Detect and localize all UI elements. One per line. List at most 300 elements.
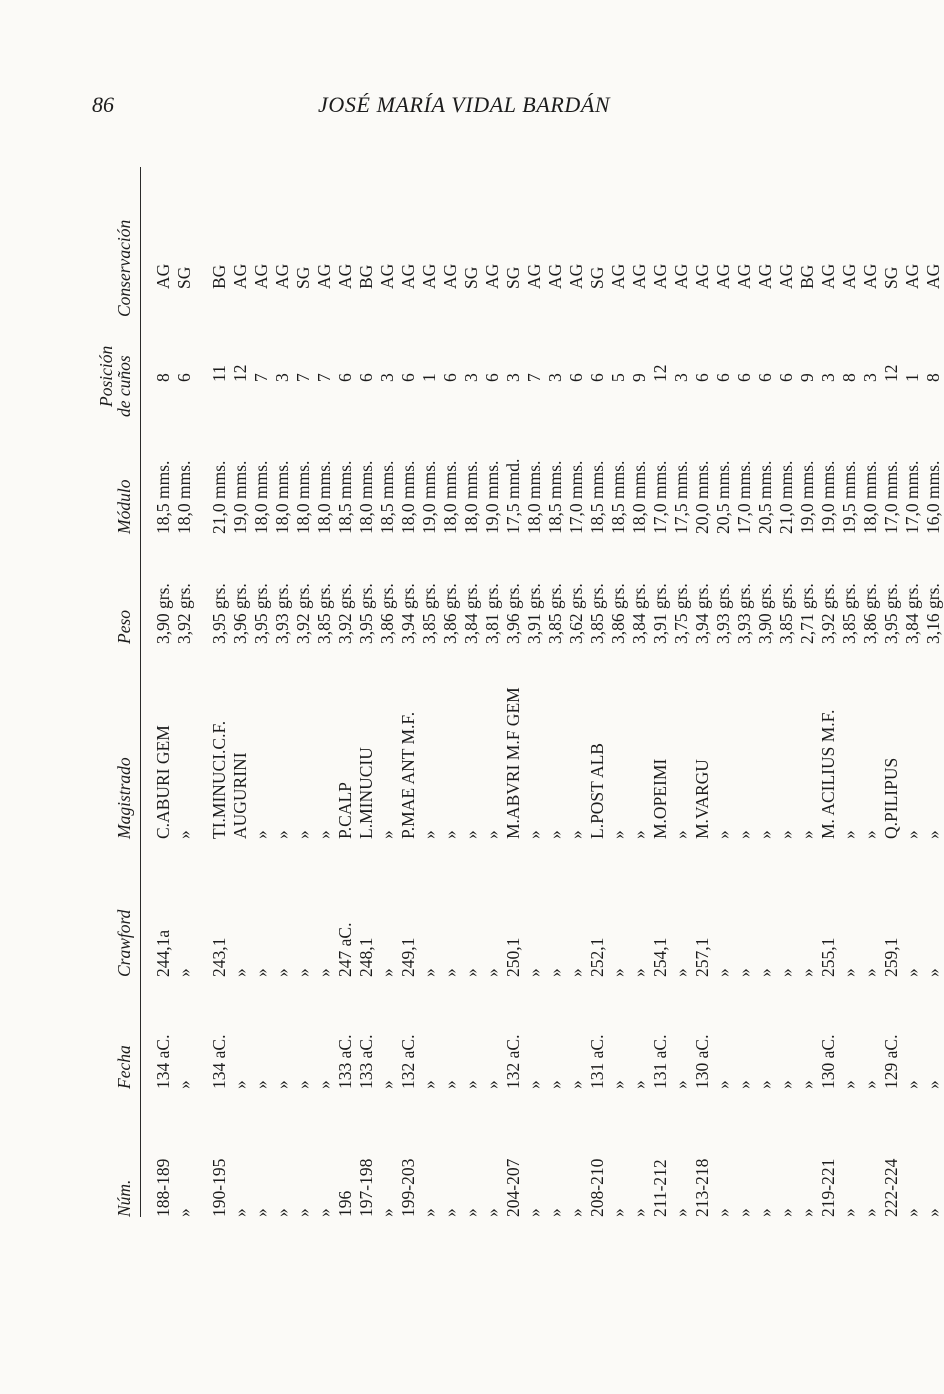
cell-modulo: 16,0 mms. [923,460,943,534]
cell-peso: 3,92 grs. [818,583,838,644]
cell-crawford: » [902,968,922,977]
cell-num: » [230,1208,250,1217]
cell-conservacion: AG [755,263,775,289]
cell-fecha: » [314,1080,334,1089]
cell-num: » [839,1208,859,1217]
cell-num: » [629,1208,649,1217]
cell-magistrado: » [755,830,775,839]
cell-posicion: 6 [174,373,194,382]
table-row [482,167,503,1217]
cell-num: 197-198 [356,1158,376,1217]
cell-peso: 3,84 grs. [902,583,922,644]
cell-magistrado: » [860,830,880,839]
cell-num: » [902,1208,922,1217]
cell-fecha: » [461,1080,481,1089]
cell-fecha: 134 aC. [153,1034,173,1089]
cell-conservacion: BG [356,264,376,289]
cell-conservacion: AG [230,263,250,289]
cell-modulo: 19,5 mms. [839,460,859,534]
cell-peso: 3,85 grs. [587,583,607,644]
cell-posicion: 3 [671,373,691,382]
cell-num: » [461,1208,481,1217]
cell-modulo: 18,5 mms. [608,460,628,534]
cell-crawford: 243,1 [209,937,229,977]
cell-conservacion: AG [860,263,880,289]
cell-crawford: » [461,968,481,977]
cell-crawford: » [629,968,649,977]
cell-peso: 3,85 grs. [776,583,796,644]
cell-fecha: » [713,1080,733,1089]
cell-posicion: 6 [335,373,355,382]
cell-magistrado: » [902,830,922,839]
cell-crawford: 259,1 [881,937,901,977]
cell-crawford: 248,1 [356,937,376,977]
table-row [174,167,195,1217]
cell-num: » [314,1208,334,1217]
cell-conservacion: SG [293,266,313,289]
cell-peso: 3,95 grs. [251,583,271,644]
cell-magistrado: » [174,830,194,839]
cell-conservacion: AG [335,263,355,289]
table-row [356,167,377,1217]
table-row [524,167,545,1217]
cell-conservacion: AG [671,263,691,289]
table-row [335,167,356,1217]
table-row [734,167,755,1217]
cell-magistrado: TI.MINUCI.C.F. [209,720,229,839]
cell-modulo: 18,0 mms. [860,460,880,534]
cell-num: » [734,1208,754,1217]
table-row [692,167,713,1217]
cell-posicion: 12 [650,364,670,382]
header-peso: Peso [114,609,134,644]
header-fecha: Fecha [114,1045,134,1089]
table-row [881,167,902,1217]
cell-modulo: 18,0 mms. [293,460,313,534]
cell-peso: 3,81 grs. [482,583,502,644]
cell-magistrado: P.MAE ANT M.F. [398,711,418,839]
cell-conservacion: AG [419,263,439,289]
cell-modulo: 18,0 mms. [272,460,292,534]
cell-magistrado: » [545,830,565,839]
cell-modulo: 17,0 mms. [902,460,922,534]
cell-fecha: 130 aC. [692,1034,712,1089]
cell-posicion: 7 [524,373,544,382]
cell-conservacion: AG [713,263,733,289]
cell-fecha: 131 aC. [587,1034,607,1089]
cell-peso: 3,84 grs. [461,583,481,644]
cell-num: » [755,1208,775,1217]
cell-conservacion: SG [461,266,481,289]
table-row [650,167,671,1217]
cell-crawford: » [440,968,460,977]
cell-fecha: » [608,1080,628,1089]
cell-peso: 2,71 grs. [797,583,817,644]
cell-fecha: » [251,1080,271,1089]
cell-posicion: 6 [755,373,775,382]
cell-modulo: 18,5 mms. [587,460,607,534]
cell-fecha: » [755,1080,775,1089]
table-row [209,167,230,1217]
cell-magistrado: » [608,830,628,839]
cell-crawford: » [419,968,439,977]
cell-posicion: 6 [398,373,418,382]
cell-posicion: 6 [440,373,460,382]
cell-num: » [482,1208,502,1217]
cell-magistrado: » [482,830,502,839]
cell-magistrado: » [923,830,943,839]
cell-num: » [776,1208,796,1217]
cell-conservacion: AG [566,263,586,289]
cell-conservacion: AG [314,263,334,289]
cell-modulo: 20,5 mms. [755,460,775,534]
cell-magistrado: » [524,830,544,839]
cell-posicion: 9 [797,373,817,382]
group-gap [195,167,209,1217]
cell-num: » [566,1208,586,1217]
cell-magistrado: L.MINUCIU [356,747,376,839]
cell-conservacion: AG [251,263,271,289]
cell-num: 199-203 [398,1158,418,1217]
cell-modulo: 21,0 mms. [776,460,796,534]
header-rule [140,167,141,1217]
cell-peso: 3,94 grs. [398,583,418,644]
cell-fecha: 133 aC. [356,1034,376,1089]
cell-peso: 3,85 grs. [839,583,859,644]
table-row [713,167,734,1217]
cell-fecha: » [440,1080,460,1089]
cell-num: 222-224 [881,1158,901,1217]
cell-fecha: » [377,1080,397,1089]
cell-magistrado: Q.PILIPUS [881,757,901,839]
cell-modulo: 17,5 mmd. [503,458,523,534]
table-row [860,167,881,1217]
cell-posicion: 9 [629,373,649,382]
cell-crawford: » [776,968,796,977]
cell-peso: 3,85 grs. [419,583,439,644]
cell-posicion: 6 [734,373,754,382]
cell-modulo: 18,5 mms. [545,460,565,534]
cell-modulo: 19,0 mms. [419,460,439,534]
cell-num: » [293,1208,313,1217]
header-modulo: Módulo [114,479,134,534]
cell-num: 208-210 [587,1158,607,1217]
cell-magistrado: » [797,830,817,839]
cell-num: » [251,1208,271,1217]
cell-magistrado: » [251,830,271,839]
cell-posicion: 11 [209,365,229,382]
page-number: 86 [92,92,114,117]
table-row [503,167,524,1217]
cell-magistrado: » [272,830,292,839]
cell-posicion: 3 [272,373,292,382]
cell-modulo: 18,0 mms. [174,460,194,534]
cell-peso: 3,90 grs. [153,583,173,644]
table-row [377,167,398,1217]
table-row [776,167,797,1217]
table-row [587,167,608,1217]
cell-posicion: 3 [503,373,523,382]
cell-crawford: » [377,968,397,977]
cell-magistrado: L.POST ALB [587,743,607,839]
cell-conservacion: AG [692,263,712,289]
cell-crawford: » [860,968,880,977]
table-row [440,167,461,1217]
cell-num: 219-221 [818,1158,838,1217]
table-row [755,167,776,1217]
cell-num: 188-189 [153,1158,173,1217]
cell-fecha: » [923,1080,943,1089]
cell-peso: 3,96 grs. [503,583,523,644]
cell-modulo: 18,0 mms. [314,460,334,534]
cell-conservacion: SG [174,266,194,289]
cell-num: » [608,1208,628,1217]
cell-crawford: » [755,968,775,977]
cell-fecha: » [293,1080,313,1089]
cell-posicion: 3 [377,373,397,382]
cell-peso: 3,93 grs. [734,583,754,644]
cell-posicion: 6 [776,373,796,382]
header-num: Núm. [114,1179,134,1217]
cell-num: » [713,1208,733,1217]
table-row [461,167,482,1217]
cell-magistrado: » [839,830,859,839]
cell-magistrado: » [377,830,397,839]
cell-magistrado: » [776,830,796,839]
cell-crawford: » [713,968,733,977]
cell-peso: 3,90 grs. [755,583,775,644]
cell-crawford: » [734,968,754,977]
cell-crawford: » [174,968,194,977]
cell-posicion: 3 [545,373,565,382]
cell-num: 190-195 [209,1158,229,1217]
cell-peso: 3,95 grs. [209,583,229,644]
cell-num: » [797,1208,817,1217]
cell-magistrado: M.OPEIMI [650,758,670,839]
cell-posicion: 7 [314,373,334,382]
cell-peso: 3,86 grs. [377,583,397,644]
table-row [839,167,860,1217]
cell-magistrado: » [713,830,733,839]
cell-modulo: 19,0 mms. [230,460,250,534]
cell-conservacion: AG [923,263,943,289]
cell-magistrado: » [314,830,334,839]
cell-crawford: 249,1 [398,937,418,977]
cell-modulo: 18,0 mms. [251,460,271,534]
table-row [608,167,629,1217]
cell-crawford: » [293,968,313,977]
cell-crawford: 255,1 [818,937,838,977]
cell-crawford: » [524,968,544,977]
cell-num: » [419,1208,439,1217]
cell-modulo: 18,5 mms. [153,460,173,534]
cell-magistrado: » [629,830,649,839]
cell-posicion: 6 [587,373,607,382]
cell-crawford: 254,1 [650,937,670,977]
cell-magistrado: » [734,830,754,839]
cell-modulo: 17,0 mms. [881,460,901,534]
table-row [797,167,818,1217]
cell-conservacion: AG [839,263,859,289]
cell-magistrado: » [461,830,481,839]
cell-crawford: 247 aC. [335,922,355,977]
cell-peso: 3,92 grs. [293,583,313,644]
cell-conservacion: AG [524,263,544,289]
table-row [629,167,650,1217]
cell-fecha: » [566,1080,586,1089]
cell-fecha: 134 aC. [209,1034,229,1089]
cell-num: » [272,1208,292,1217]
cell-num: » [860,1208,880,1217]
cell-modulo: 17,0 mms. [650,460,670,534]
cell-crawford: » [251,968,271,977]
table-row [545,167,566,1217]
cell-fecha: » [776,1080,796,1089]
cell-fecha: 132 aC. [503,1034,523,1089]
cell-fecha: » [230,1080,250,1089]
cell-modulo: 17,5 mms. [671,460,691,534]
cell-modulo: 18,0 mms. [398,460,418,534]
cell-posicion: 1 [419,373,439,382]
cell-peso: 3,91 grs. [650,583,670,644]
cell-crawford: » [272,968,292,977]
cell-posicion: 3 [818,373,838,382]
cell-crawford: 257,1 [692,937,712,977]
table-header [96,167,136,1217]
cell-posicion: 6 [356,373,376,382]
cell-crawford: » [482,968,502,977]
cell-fecha: » [902,1080,922,1089]
header-posicion: Posición [96,345,116,407]
cell-fecha: » [734,1080,754,1089]
cell-conservacion: SG [587,266,607,289]
cell-num: » [923,1208,943,1217]
header-posicion-sub: de cuños [114,355,134,417]
table-row [272,167,293,1217]
cell-peso: 3,91 grs. [524,583,544,644]
cell-peso: 3,94 grs. [692,583,712,644]
cell-crawford: » [314,968,334,977]
cell-fecha: 131 aC. [650,1034,670,1089]
cell-peso: 3,62 grs. [566,583,586,644]
cell-modulo: 18,5 mms. [377,460,397,534]
cell-magistrado: » [440,830,460,839]
cell-crawford: 244,1a [153,929,173,977]
cell-fecha: 132 aC. [398,1034,418,1089]
cell-magistrado: AUGURINI [230,752,250,839]
cell-conservacion: AG [153,263,173,289]
cell-peso: 3,95 grs. [356,583,376,644]
cell-conservacion: SG [503,266,523,289]
cell-modulo: 18,0 mms. [356,460,376,534]
cell-posicion: 6 [713,373,733,382]
cell-conservacion: AG [776,263,796,289]
cell-posicion: 6 [692,373,712,382]
cell-magistrado: » [419,830,439,839]
cell-conservacion: AG [272,263,292,289]
cell-num: » [440,1208,460,1217]
cell-magistrado: M.VARGU [692,759,712,839]
cell-magistrado: » [293,830,313,839]
table-row [153,167,174,1217]
cell-peso: 3,85 grs. [545,583,565,644]
header-crawford: Crawford [114,909,134,977]
cell-fecha: » [524,1080,544,1089]
cell-fecha: 133 aC. [335,1034,355,1089]
cell-num: » [545,1208,565,1217]
cell-crawford: » [797,968,817,977]
table-body [153,167,944,1217]
cell-peso: 3,92 grs. [174,583,194,644]
cell-conservacion: BG [209,264,229,289]
table-row [314,167,335,1217]
cell-peso: 3,86 grs. [860,583,880,644]
cell-magistrado: P.CALP [335,782,355,839]
cell-num: » [377,1208,397,1217]
cell-conservacion: AG [482,263,502,289]
cell-posicion: 12 [230,364,250,382]
cell-num: » [671,1208,691,1217]
cell-posicion: 3 [860,373,880,382]
table-row [902,167,923,1217]
cell-fecha: » [839,1080,859,1089]
cell-conservacion: AG [545,263,565,289]
cell-fecha: » [545,1080,565,1089]
cell-peso: 3,95 grs. [881,583,901,644]
cell-fecha: » [419,1080,439,1089]
cell-conservacion: AG [608,263,628,289]
cell-fecha: » [797,1080,817,1089]
cell-peso: 3,93 grs. [272,583,292,644]
cell-modulo: 18,0 mms. [440,460,460,534]
cell-peso: 3,93 grs. [713,583,733,644]
cell-modulo: 20,0 mms. [692,460,712,534]
cell-conservacion: AG [440,263,460,289]
cell-modulo: 19,0 mms. [482,460,502,534]
cell-magistrado: M.ABVRI M.F GEM [503,687,523,839]
cell-fecha: » [671,1080,691,1089]
cell-peso: 3,92 grs. [335,583,355,644]
cell-fecha: 130 aC. [818,1034,838,1089]
cell-num: 196 [335,1190,355,1217]
cell-peso: 3,85 grs. [314,583,334,644]
cell-posicion: 8 [923,373,943,382]
cell-modulo: 18,5 mms. [335,460,355,534]
cell-posicion: 6 [566,373,586,382]
cell-posicion: 1 [902,373,922,382]
running-head: JOSÉ MARÍA VIDAL BARDÁN [318,92,611,117]
cell-num: 213-218 [692,1158,712,1217]
header-magistrado: Magistrado [114,757,134,839]
cell-posicion: 8 [839,373,859,382]
cell-fecha: » [174,1080,194,1089]
cell-modulo: 20,5 mms. [713,460,733,534]
cell-crawford: » [608,968,628,977]
cell-conservacion: AG [902,263,922,289]
cell-num: 211-212 [650,1159,670,1217]
cell-posicion: 5 [608,373,628,382]
cell-modulo: 18,0 mms. [461,460,481,534]
cell-posicion: 7 [251,373,271,382]
cell-num: 204-207 [503,1158,523,1217]
cell-fecha: » [482,1080,502,1089]
cell-magistrado: M. ACILIUS M.F. [818,709,838,839]
table-row [818,167,839,1217]
cell-crawford: 250,1 [503,937,523,977]
cell-crawford: » [545,968,565,977]
cell-modulo: 21,0 mms. [209,460,229,534]
table-row [398,167,419,1217]
